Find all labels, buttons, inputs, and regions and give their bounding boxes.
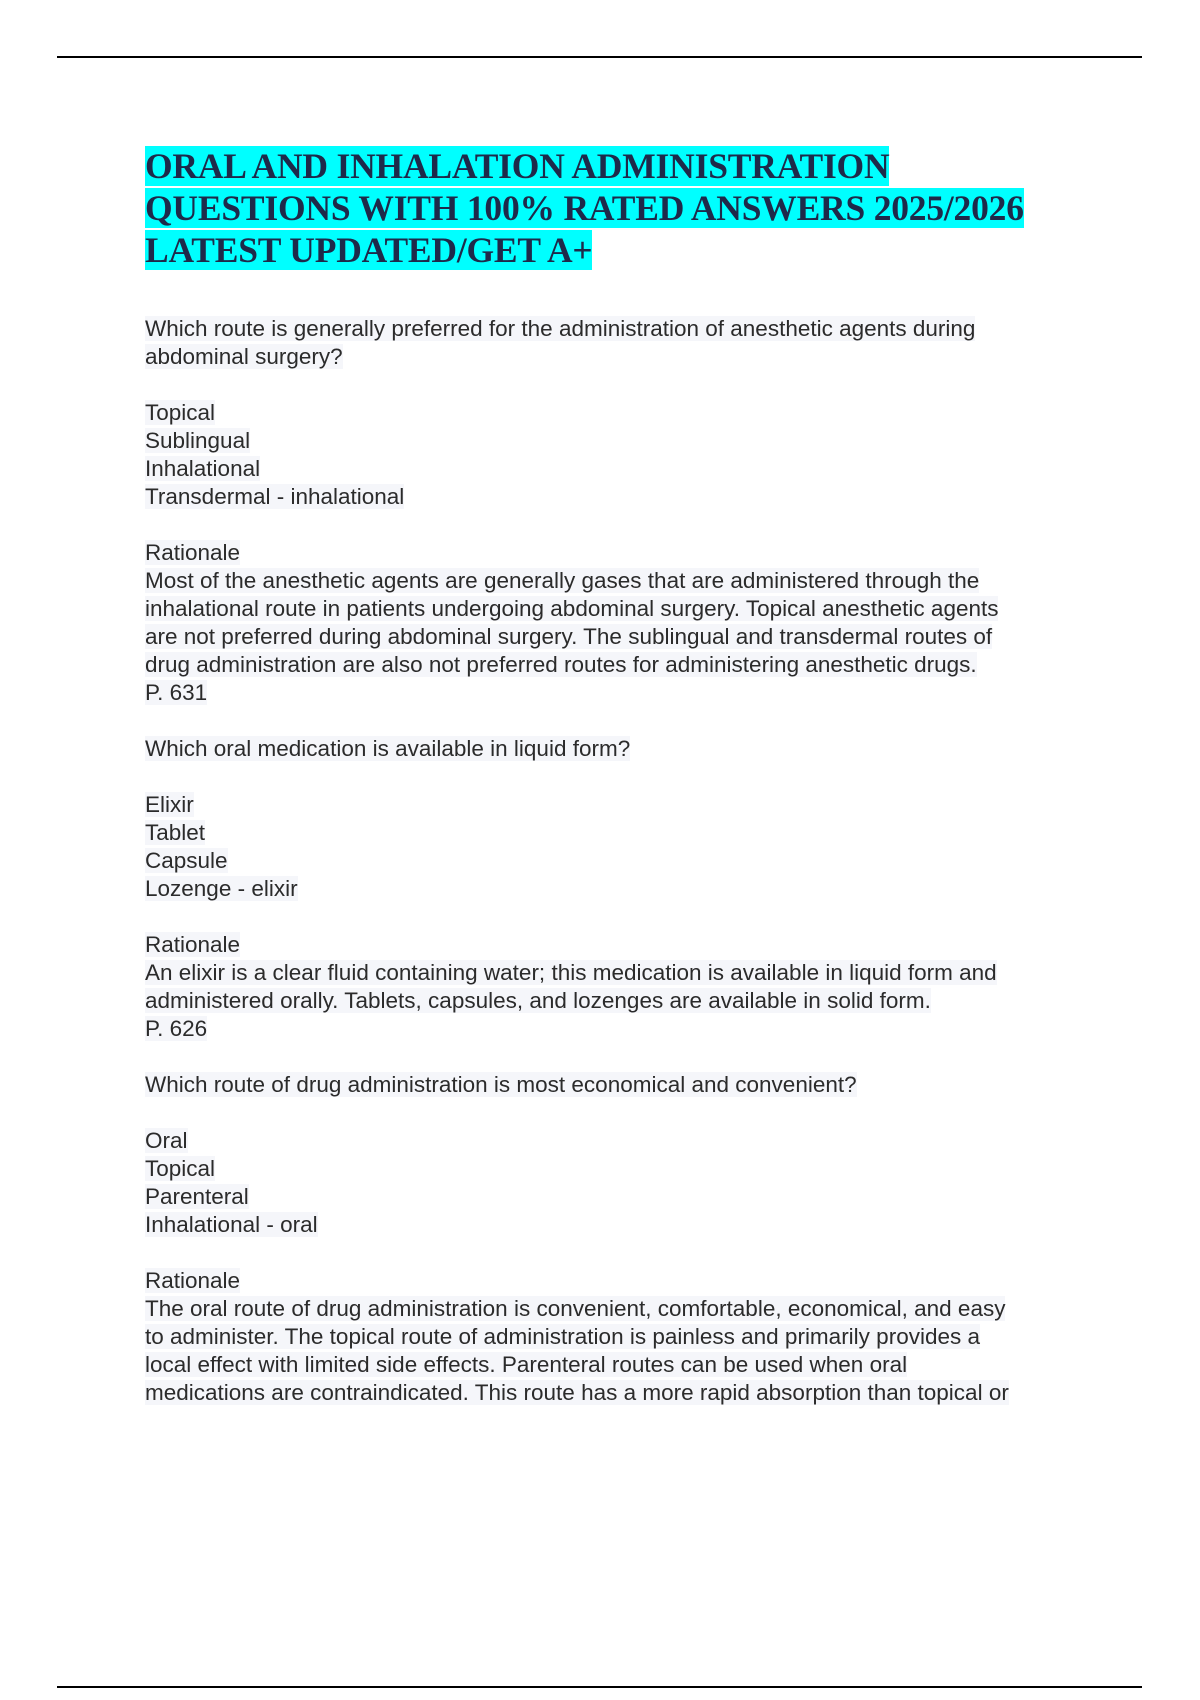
rationale-heading: Rationale bbox=[145, 540, 241, 565]
rationale-line: medications are contraindicated. This route has a more rapid absorption than topical or bbox=[145, 1380, 1009, 1405]
rationale-line: local effect with limited side effects. Parenteral routes can be used when oral bbox=[145, 1352, 908, 1377]
title-line-3: LATEST UPDATED/GET A+ bbox=[145, 230, 593, 270]
page-reference: P. 631 bbox=[145, 680, 208, 705]
answer-option: Parenteral bbox=[145, 1184, 249, 1209]
question-block-2 bbox=[145, 735, 1085, 1043]
question-block-3 bbox=[145, 1071, 1085, 1407]
page-reference: P. 626 bbox=[145, 1016, 208, 1041]
answer-option-with-key: Inhalational - oral bbox=[145, 1212, 318, 1237]
question-text bbox=[145, 735, 1085, 763]
answer-options bbox=[145, 791, 1085, 903]
rationale-line: The oral route of drug administration is convenient, comfortable, economical, and easy bbox=[145, 1296, 1006, 1321]
rationale-text bbox=[145, 959, 1085, 1015]
answer-option-with-key: Lozenge - elixir bbox=[145, 876, 298, 901]
rationale-line: An elixir is a clear fluid containing water; this medication is available in liquid form and bbox=[145, 960, 997, 985]
answer-option: Sublingual bbox=[145, 428, 251, 453]
question-line: Which route is generally preferred for the administration of anesthetic agents during bbox=[145, 316, 976, 341]
question-block-1 bbox=[145, 315, 1085, 707]
answer-options bbox=[145, 1127, 1085, 1239]
question-line: Which oral medication is available in liquid form? bbox=[145, 736, 631, 761]
page-content bbox=[145, 145, 1085, 1435]
rationale-text bbox=[145, 567, 1085, 679]
top-rule bbox=[57, 56, 1142, 58]
rationale-line: Most of the anesthetic agents are generally gases that are administered through the bbox=[145, 568, 980, 593]
rationale-heading: Rationale bbox=[145, 932, 241, 957]
answer-option: Elixir bbox=[145, 792, 194, 817]
title-line-2: QUESTIONS WITH 100% RATED ANSWERS 2025/2026 bbox=[145, 188, 1024, 228]
answer-option: Inhalational bbox=[145, 456, 261, 481]
answer-option-with-key: Transdermal - inhalational bbox=[145, 484, 405, 509]
rationale-heading: Rationale bbox=[145, 1268, 241, 1293]
document-title bbox=[145, 145, 1085, 271]
bottom-rule bbox=[57, 1686, 1142, 1688]
rationale-line: to administer. The topical route of administration is painless and primarily provides a bbox=[145, 1324, 980, 1349]
rationale-line: drug administration are also not preferred routes for administering anesthetic drugs. bbox=[145, 652, 977, 677]
rationale-line: are not preferred during abdominal surgery. The sublingual and transdermal routes of bbox=[145, 624, 993, 649]
question-text bbox=[145, 315, 1085, 371]
answer-option: Topical bbox=[145, 400, 216, 425]
question-line: abdominal surgery? bbox=[145, 344, 343, 369]
answer-options bbox=[145, 399, 1085, 511]
answer-option: Oral bbox=[145, 1128, 188, 1153]
answer-option: Capsule bbox=[145, 848, 228, 873]
question-text bbox=[145, 1071, 1085, 1099]
title-line-1: ORAL AND INHALATION ADMINISTRATION bbox=[145, 146, 890, 186]
answer-option: Tablet bbox=[145, 820, 206, 845]
rationale-text bbox=[145, 1295, 1085, 1407]
question-line: Which route of drug administration is most economical and convenient? bbox=[145, 1072, 857, 1097]
rationale-line: inhalational route in patients undergoing abdominal surgery. Topical anesthetic agents bbox=[145, 596, 999, 621]
rationale-line: administered orally. Tablets, capsules, and lozenges are available in solid form. bbox=[145, 988, 931, 1013]
answer-option: Topical bbox=[145, 1156, 216, 1181]
